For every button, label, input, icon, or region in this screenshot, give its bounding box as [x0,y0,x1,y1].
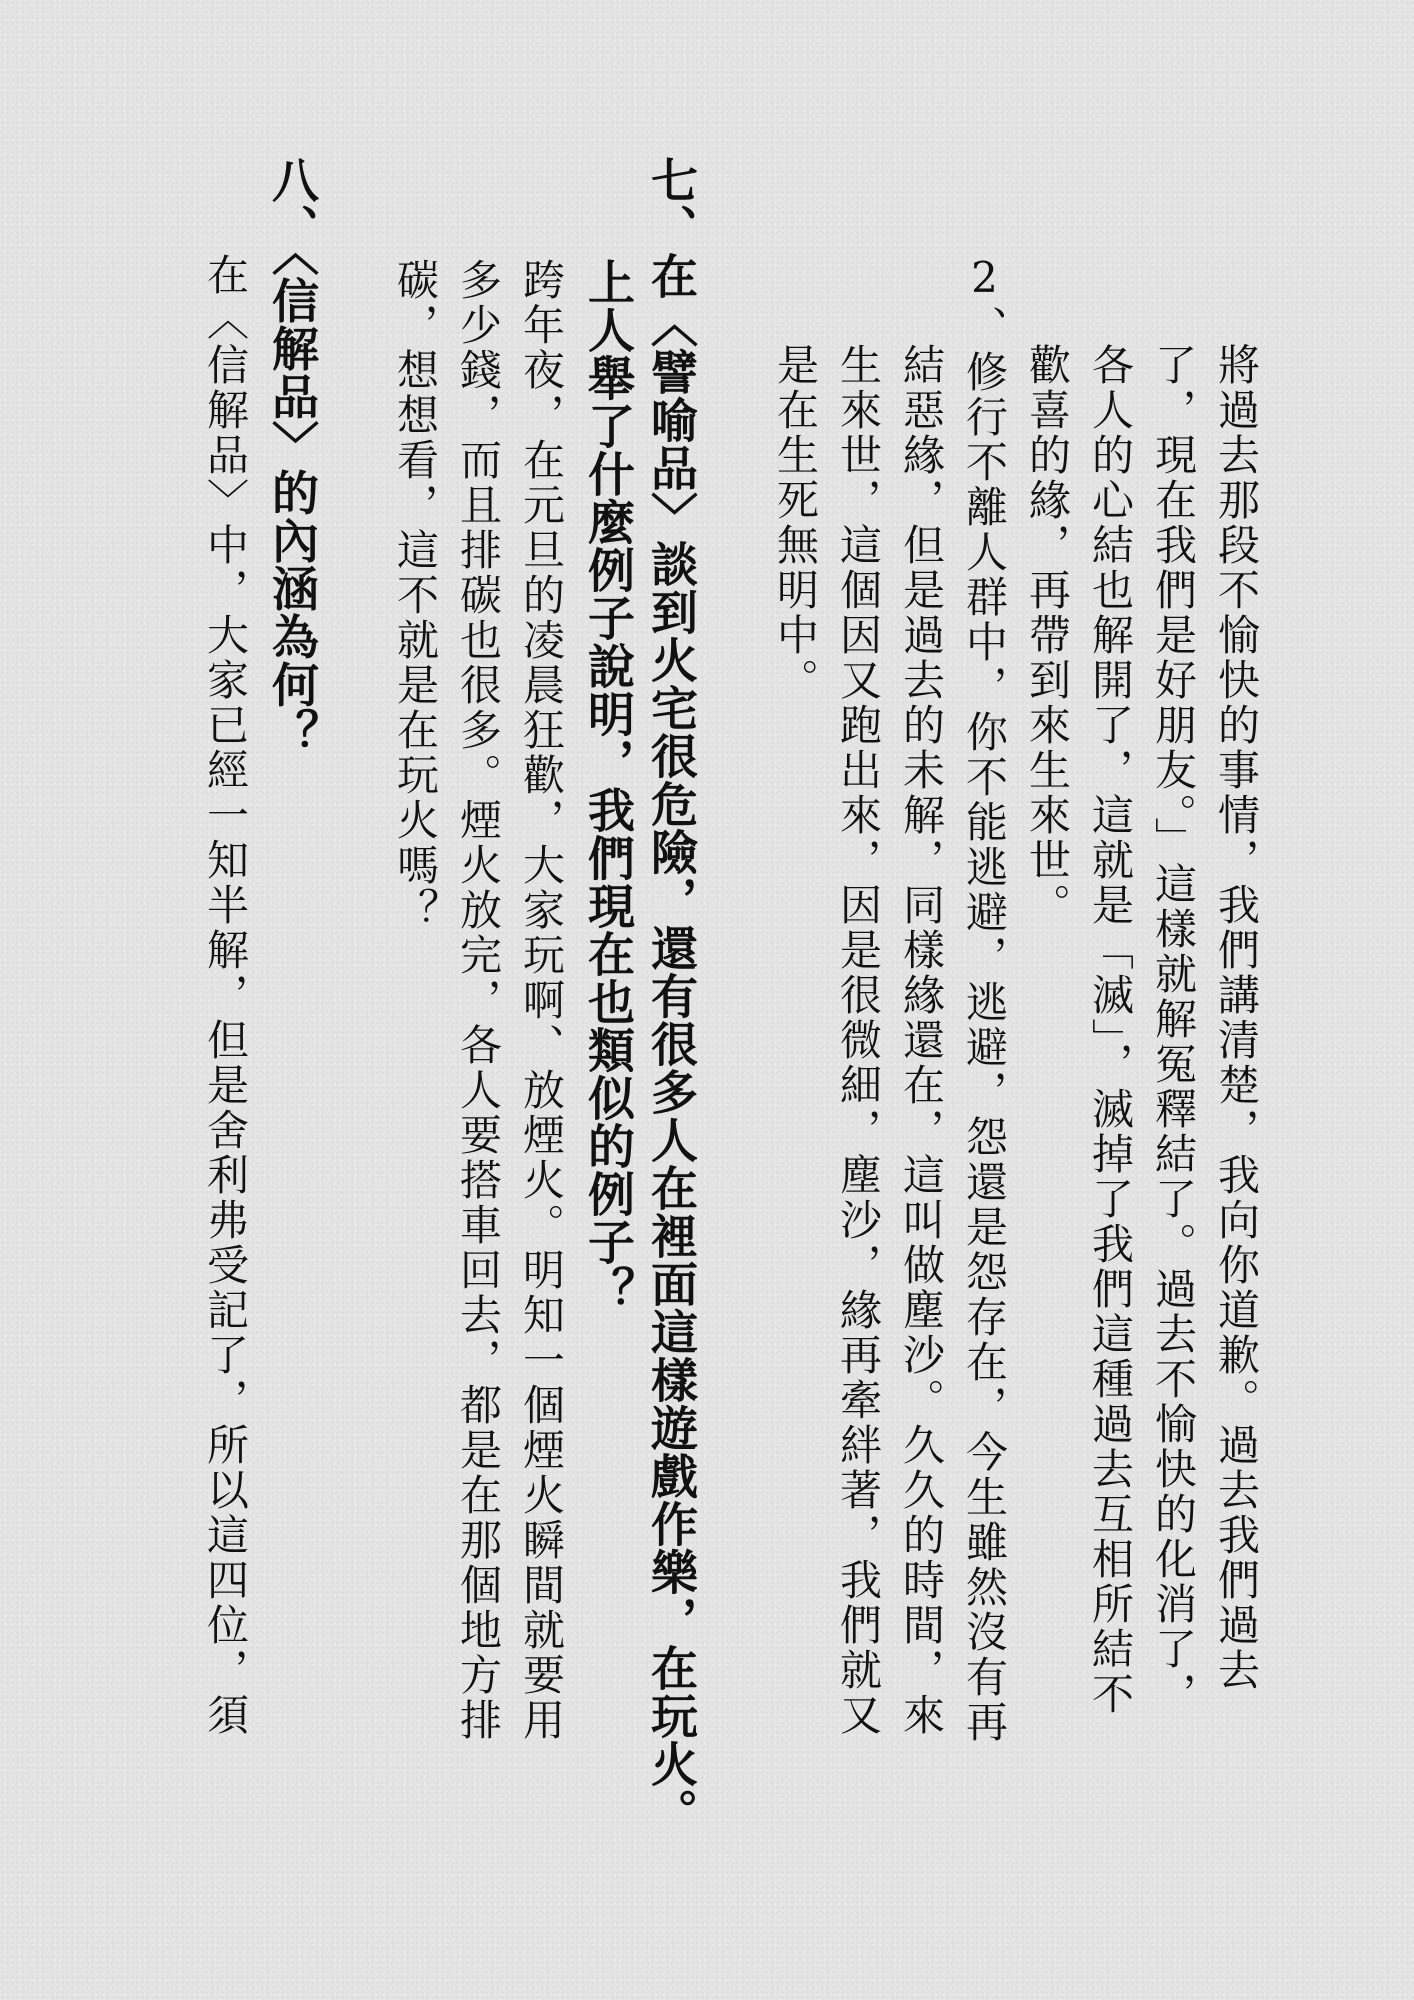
para1-line3: 各人的心結也解開了，這就是「滅」，滅掉了我們這種過去互相所結不 [1086,343,1135,1717]
answer7-line3: 碳，想想看，這不就是在玩火嗎？ [391,258,440,933]
item2-line1: 2、修行不離人群中，你不能逃避，逃避，怨還是怨存在，今生雖然沒有再 [960,253,1009,1745]
question7-heading-line2: 上人舉了什麼例子說明，我們現在也類似的例子？ [580,258,635,1314]
para1-line4: 歡喜的緣，再帶到來生來世。 [1023,343,1072,928]
para1-line1: 將過去那段不愉快的事情，我們講清楚，我向你道歉。過去我們過去 [1212,343,1261,1693]
item2-line3: 生來世，這個因又跑出來，因是很微細，塵沙，緣再牽絆著，我們就又 [834,343,883,1738]
answer7-line2: 多少錢，而且排碳也很多。煙火放完，各人要搭車回去，都是在那個地方排 [454,258,503,1743]
answer7-line1: 跨年夜，在元旦的凌晨狂歡，大家玩啊、放煙火。明知一個煙火瞬間就要用 [517,258,566,1743]
question7-heading-line1: 七、在〈譬喻品〉談到火宅很危險，還有很多人在裡面這樣遊戲作樂，在玩火。 [643,156,698,1836]
para1-line2: 了，現在我們是好朋友。」這樣就解冤釋結了。過去不愉快的化消了， [1149,343,1198,1717]
question8-heading: 八、〈信解品〉的內涵為何？ [264,156,319,757]
item2-line2: 結惡緣，但是過去的未解，同樣緣還在，這叫做塵沙。久久的時間，來 [897,343,946,1738]
item2-line4: 是在生死無明中。 [771,343,820,703]
answer8-line1: 在〈信解品〉中，大家已經一知半解，但是舍利弗受記了，所以這四位，須 [201,253,250,1738]
